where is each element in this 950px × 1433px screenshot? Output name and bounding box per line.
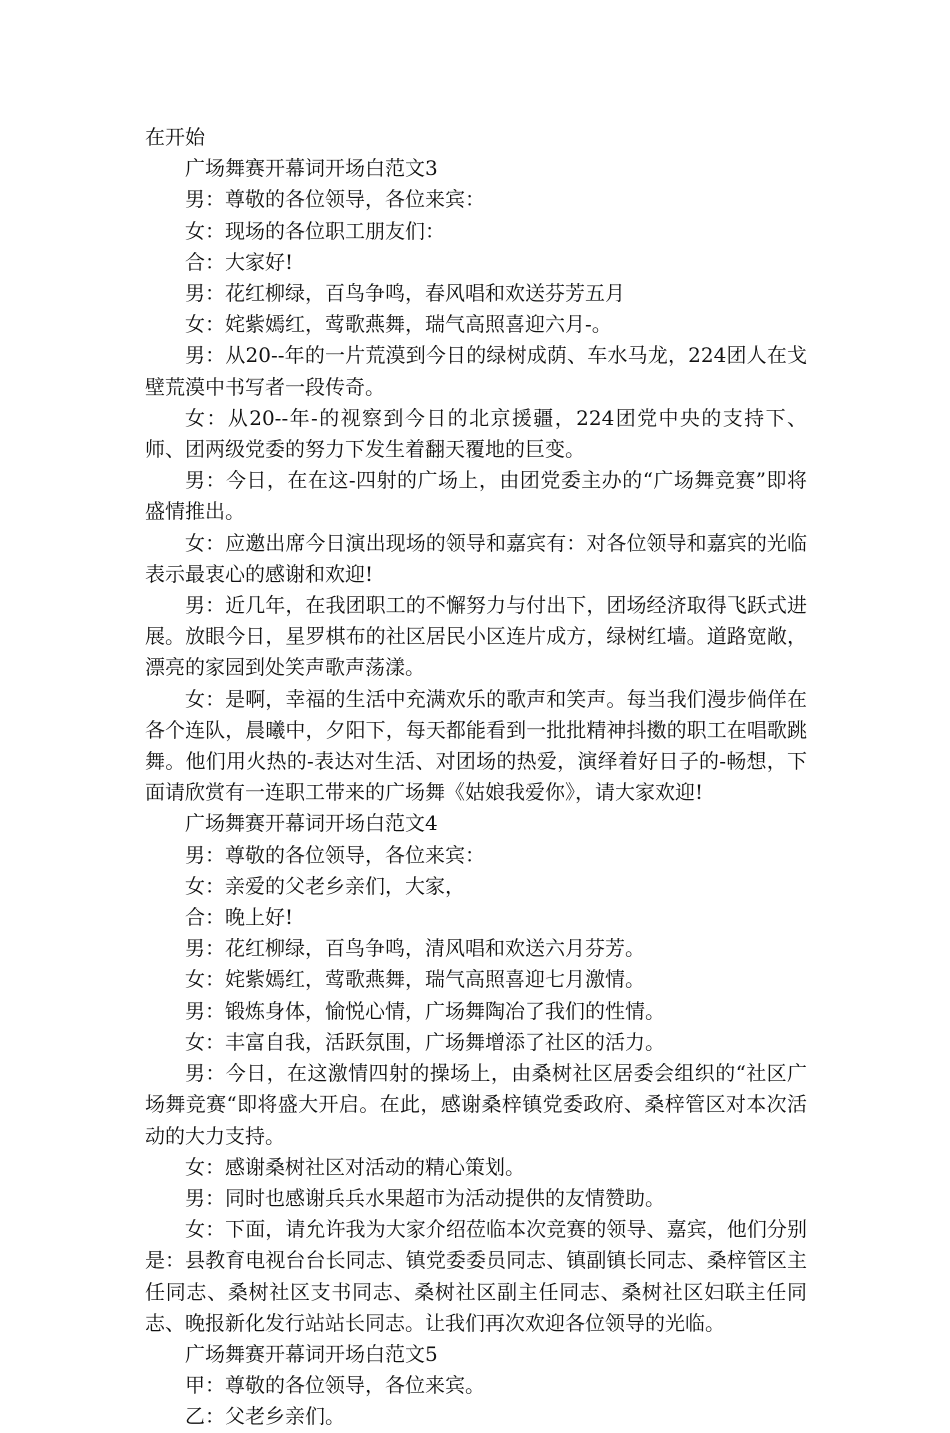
- paragraph: 男：锻炼身体，愉悦心情，广场舞陶冶了我们的性情。: [185, 998, 665, 1023]
- paragraph: 女：应邀出席今日演出现场的领导和嘉宾有：对各位领导和嘉宾的光临表示最衷心的感谢和欢迎!: [145, 530, 807, 586]
- paragraph: 男：尊敬的各位领导，各位来宾：: [185, 187, 485, 212]
- paragraph: 乙：父老乡亲们。: [185, 1404, 345, 1429]
- paragraph: 男：尊敬的各位领导，各位来宾：: [185, 842, 485, 867]
- paragraph: 男：同时也感谢兵兵水果超市为活动提供的友情赞助。: [185, 1185, 665, 1210]
- paragraph: 女：是啊，幸福的生活中充满欢乐的歌声和笑声。每当我们漫步倘佯在各个连队，晨曦中，夕阳下，每天都能看到一批批精神抖擞的职工在唱歌跳舞。他们用火热的-表达对生活、对团场的热爱，演绎着好日子的-畅想，下面请欣赏有一连职工带来的广场舞《姑娘我爱你》，请大家欢迎!: [145, 686, 807, 805]
- paragraph: 在开始: [145, 125, 205, 149]
- paragraph: 女：亲爱的父老乡亲们，大家，: [185, 873, 465, 898]
- paragraph: 女：下面，请允许我为大家介绍莅临本次竞赛的领导、嘉宾，他们分别是：县教育电视台台长同志、镇党委委员同志、镇副镇长同志、桑梓管区主任同志、桑树社区支书同志、桑树社区副主任同志、桑树社区妇联主任同志、晚报新化发行站站长同志。让我们再次欢迎各位领导的光临。: [145, 1217, 807, 1335]
- paragraph: 广场舞赛开幕词开场白范文3: [185, 156, 438, 181]
- paragraph: 男：花红柳绿，百鸟争鸣，春风唱和欢送芬芳五月: [185, 281, 625, 306]
- paragraph: 女：丰富自我，活跃氛围，广场舞增添了社区的活力。: [185, 1029, 665, 1054]
- document-body: [145, 122, 807, 1433]
- paragraph: 女：姹紫嫣红，莺歌燕舞，瑞气高照喜迎七月激情。: [185, 967, 645, 992]
- paragraph: 男：从20--年的一片荒漠到今日的绿树成荫、车水马龙，224团人在戈壁荒漠中书写者一段传奇。: [145, 343, 807, 399]
- paragraph: 女：从20--年-的视察到今日的北京援疆，224团党中央的支持下、师、团两级党委的努力下发生着翻天覆地的巨变。: [145, 405, 807, 462]
- paragraph: 男：今日，在在这-四射的广场上，由团党委主办的“广场舞竞赛”即将盛情推出。: [145, 468, 807, 524]
- paragraph: 女：现场的各位职工朋友们：: [185, 218, 445, 243]
- paragraph: 广场舞赛开幕词开场白范文4: [185, 811, 438, 836]
- paragraph: 女：姹紫嫣红，莺歌燕舞，瑞气高照喜迎六月-。: [185, 312, 612, 337]
- paragraph: 男：花红柳绿，百鸟争鸣，清风唱和欢送六月芬芳。: [185, 936, 645, 961]
- paragraph: 合：大家好!: [185, 249, 294, 274]
- paragraph: 甲：尊敬的各位领导，各位来宾。: [185, 1373, 485, 1398]
- paragraph: 合：晚上好!: [185, 905, 294, 930]
- paragraph: 男：今日，在这激情四射的操场上，由桑树社区居委会组织的“社区广场舞竞赛“即将盛大开启。在此，感谢桑梓镇党委政府、桑梓管区对本次活动的大力支持。: [145, 1061, 807, 1148]
- paragraph: 广场舞赛开幕词开场白范文5: [185, 1341, 438, 1366]
- paragraph: 女：感谢桑树社区对活动的精心策划。: [185, 1154, 525, 1179]
- paragraph: 男：近几年，在我团职工的不懈努力与付出下，团场经济取得飞跃式进展。放眼今日，星罗棋布的社区居民小区连片成方，绿树红墙。道路宽敞，漂亮的家园到处笑声歌声荡漾。: [145, 593, 807, 680]
